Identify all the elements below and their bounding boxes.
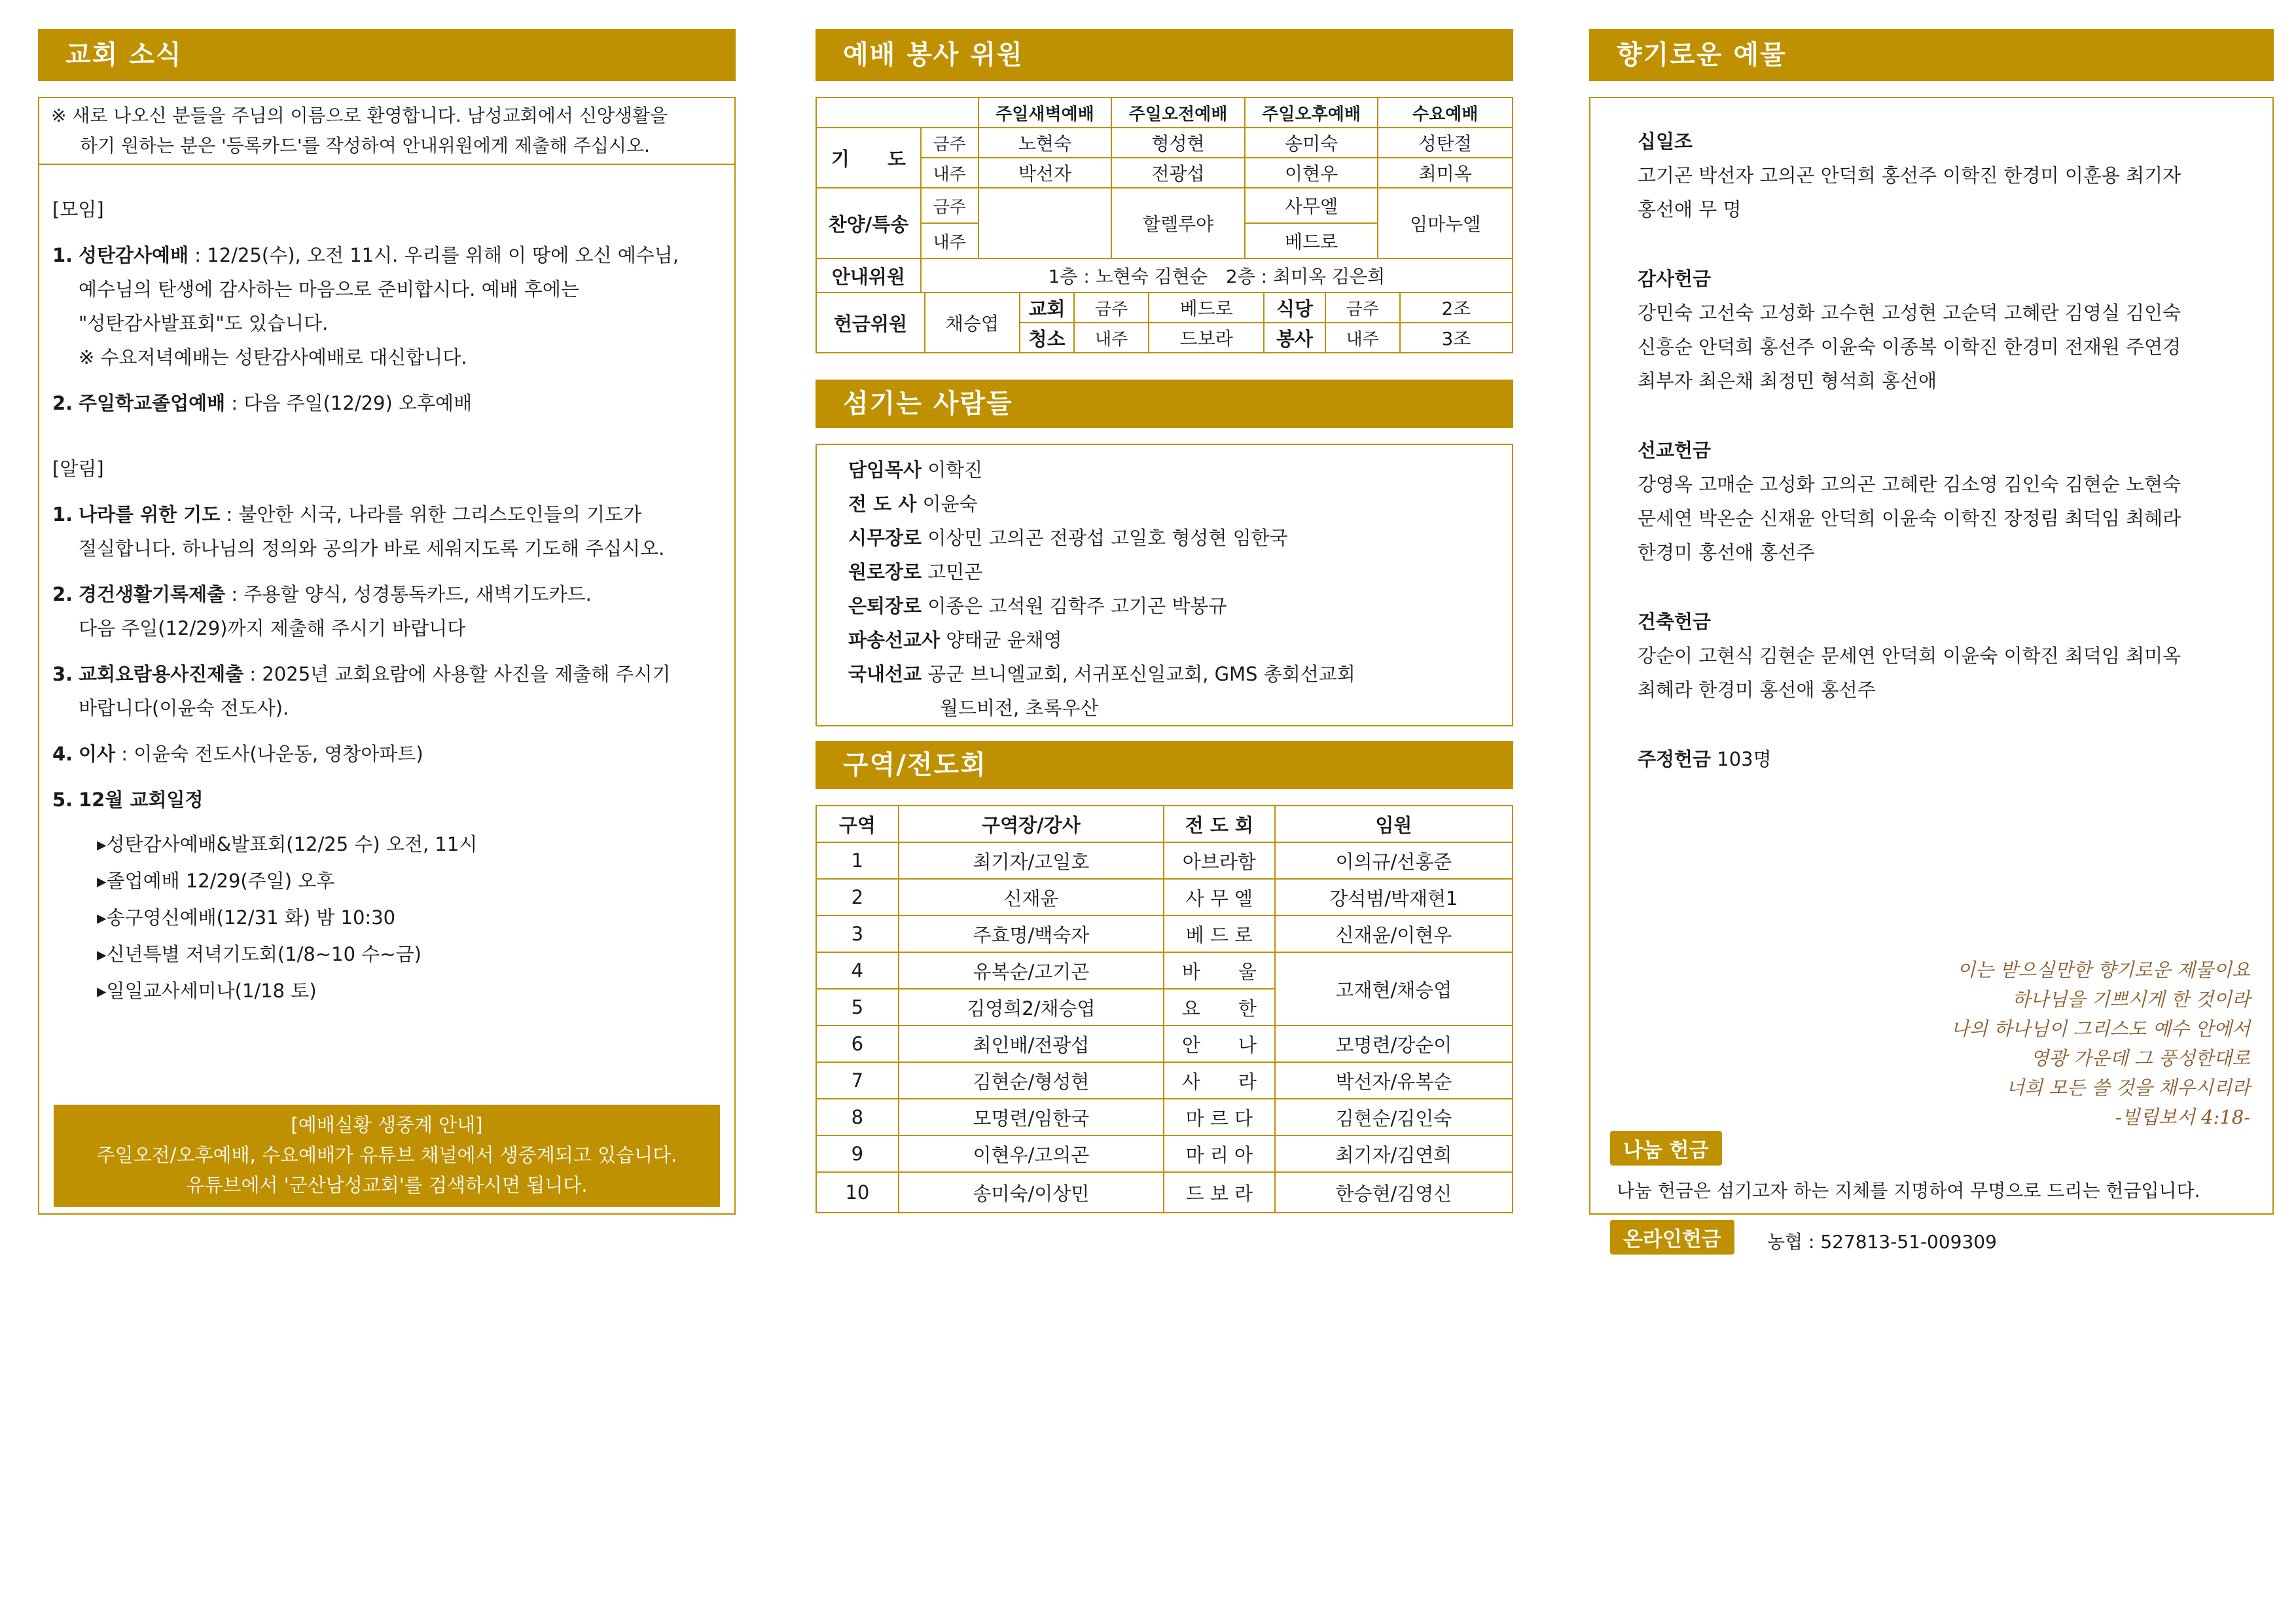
table-cell: 성탄절 <box>1378 128 1513 158</box>
table-cell: 신재윤 <box>899 879 1164 916</box>
item-text: 절실합니다. 하나님의 정의와 공의가 바로 세워지도록 기도해 주십시오. <box>79 537 665 560</box>
column-header: 전 도 회 <box>1164 806 1275 842</box>
offering-group-title: 선교헌금 <box>1638 439 1712 461</box>
next-week-label: 내주 <box>1325 323 1400 353</box>
servant-role: 국내선교 <box>848 663 922 685</box>
verse-line: 나의 하나님이 그리스도 예수 안에서 <box>1950 1018 2250 1040</box>
share-offering-label: 나눔 헌금 <box>1610 1131 1722 1166</box>
table-cell: 최미옥 <box>1378 158 1513 188</box>
item-note: ※ 수요저녁예배는 성탄감사예배로 대신합니다. <box>79 346 467 368</box>
table-row <box>816 916 1513 952</box>
announcement-heading: [알림] <box>52 457 104 480</box>
column-header: 구역장/강사 <box>899 806 1164 842</box>
table-cell: 고재현/채승엽 <box>1275 952 1513 1026</box>
worship-service-table <box>816 97 1513 293</box>
item-text: : 이윤숙 전도사(나운동, 영창아파트) <box>115 743 423 765</box>
prayer-label: 기 도 <box>816 128 921 188</box>
table-cell: 7 <box>816 1062 899 1099</box>
table-cell: 3조 <box>1400 323 1513 353</box>
table-cell: 베드로 <box>1149 293 1264 323</box>
table-cell: 2조 <box>1400 293 1513 323</box>
offering-group-tithe <box>1638 124 2246 226</box>
item-title: 주일학교졸업예배 <box>79 392 226 414</box>
table-cell: 이의규/선홍준 <box>1275 842 1513 879</box>
servant-extra: 월드비전, 초록우산 <box>940 697 1099 719</box>
item-number: 5. <box>52 789 73 811</box>
table-cell: 송미숙/이상민 <box>899 1172 1164 1213</box>
worship-service-table-wrap <box>816 97 1513 353</box>
servant-row <box>848 657 1512 691</box>
servant-names: 이윤숙 <box>922 493 978 515</box>
item-title: 12월 교회일정 <box>79 789 204 811</box>
announcement-section <box>52 452 721 1009</box>
announcement-item-4 <box>52 737 721 771</box>
church-news-section <box>38 29 736 1196</box>
offering-names: 강민숙 고선숙 고성화 고수현 고성현 고순덕 고혜란 김영실 김인숙 <box>1638 302 2181 324</box>
offering-names: 최부자 최은채 최정민 형석희 홍선애 <box>1638 370 1937 392</box>
servant-names: 양태균 윤채영 <box>946 629 1062 651</box>
table-cell: 최인배/전광섭 <box>899 1026 1164 1062</box>
servant-names: 이상민 고의곤 전광섭 고일호 형성현 임한국 <box>927 527 1288 549</box>
servant-row <box>848 555 1512 589</box>
table-cell: 최기자/김연희 <box>1275 1135 1513 1172</box>
online-offering-label: 온라인헌금 <box>1610 1220 1734 1255</box>
kitchen-label: 봉사 <box>1264 323 1325 353</box>
item-title: 교회요람용사진제출 <box>79 663 244 685</box>
table-cell: 사 무 엘 <box>1164 879 1275 916</box>
table-cell: 마 리 아 <box>1164 1135 1275 1172</box>
table-cell: 베드로 <box>1245 223 1378 259</box>
table-cell: 신재윤/이현우 <box>1275 916 1513 952</box>
table-cell: 김영희2/채승엽 <box>899 989 1164 1026</box>
servants-title: 섬기는 사람들 <box>816 380 1513 428</box>
servant-role: 전 도 사 <box>848 493 917 515</box>
servant-names: 이종은 고석원 김학주 고기곤 박봉규 <box>927 595 1227 617</box>
servant-role: 담임목사 <box>848 459 922 481</box>
table-cell: 4 <box>816 952 899 989</box>
verse-reference: -빌립보서 4:18- <box>2115 1106 2250 1128</box>
item-text: : 주용할 양식, 성경통독카드, 새벽기도카드. <box>225 583 592 605</box>
servant-role: 원로장로 <box>848 561 922 583</box>
table-cell: 박선자/유복순 <box>1275 1062 1513 1099</box>
table-cell: 송미숙 <box>1245 128 1378 158</box>
offering-names: 문세연 박온순 신재윤 안덕희 이윤숙 이학진 장정림 최덕임 최혜라 <box>1638 507 2181 529</box>
table-row <box>816 879 1513 916</box>
item-text: 바랍니다(이윤숙 전도사). <box>79 697 289 719</box>
table-cell: 사무엘 <box>1245 188 1378 223</box>
table-cell: 드보라 <box>1149 323 1264 353</box>
welcome-notice-line1: ※ 새로 나오신 분들을 주님의 이름으로 환영합니다. 남성교회에서 신앙생활을 <box>51 105 668 126</box>
weekly-offering-value: 103명 <box>1711 748 1772 770</box>
usher-names: 1층 : 노현숙 김현순 2층 : 최미옥 김은희 <box>921 259 1513 293</box>
verse-line: 영광 가운데 그 풍성한대로 <box>2030 1047 2250 1069</box>
item-text: 다음 주일(12/29)까지 제출해 주시기 바랍니다 <box>79 617 466 639</box>
table-cell: 유복순/고기곤 <box>899 952 1164 989</box>
table-cell: 이현우 <box>1245 158 1378 188</box>
next-week-label: 내주 <box>921 158 978 188</box>
item-title: 나라를 위한 기도 <box>79 503 221 526</box>
districts-title: 구역/전도회 <box>816 741 1513 789</box>
meeting-section <box>52 192 721 420</box>
offering-group-title: 십일조 <box>1638 130 1693 152</box>
table-cell: 사 라 <box>1164 1062 1275 1099</box>
announcement-item-5 <box>52 783 721 817</box>
offering-group-thanks <box>1638 262 2246 398</box>
meeting-heading: [모임] <box>52 198 104 221</box>
offering-names: 한경미 홍선애 홍선주 <box>1638 541 1815 563</box>
servant-names: 공군 브니엘교회, 서귀포신일교회, GMS 총회선교회 <box>927 663 1355 685</box>
item-text: : 다음 주일(12/29) 오후예배 <box>225 392 473 414</box>
table-row <box>816 952 1513 989</box>
table-cell: 할렐루야 <box>1111 188 1245 259</box>
church-news-box <box>38 97 736 1215</box>
verse-line: 하나님을 기쁘시게 한 것이라 <box>2012 988 2250 1010</box>
table-cell: 최기자/고일호 <box>899 842 1164 879</box>
schedule-item: ▸졸업예배 12/29(주일) 오후 <box>97 870 335 892</box>
december-schedule <box>52 826 721 1009</box>
item-title: 성탄감사예배 <box>79 244 189 266</box>
servants-box <box>816 444 1513 726</box>
item-text: "성탄감사발표회"도 있습니다. <box>79 312 329 334</box>
table-cell: 1 <box>816 842 899 879</box>
offering-names: 신흥순 안덕희 홍선주 이윤숙 이종복 이학진 한경미 전재원 주연경 <box>1638 336 2181 358</box>
table-cell: 5 <box>816 989 899 1026</box>
servant-row <box>848 453 1512 487</box>
column-header: 주일오전예배 <box>1111 98 1245 128</box>
schedule-item: ▸일일교사세미나(1/18 토) <box>97 980 317 1002</box>
offerings-box <box>1589 97 2274 1253</box>
table-cell: 김현순/김인숙 <box>1275 1099 1513 1135</box>
table-cell: 김현순/형성현 <box>899 1062 1164 1099</box>
table-cell: 노현숙 <box>978 128 1112 158</box>
table-row <box>816 1099 1513 1135</box>
servant-role: 은퇴장로 <box>848 595 922 617</box>
welcome-notice-line2: 하기 원하는 분은 '등록카드'를 작성하여 안내위원에게 제출해 주십시오. <box>80 135 650 156</box>
item-text: : 2025년 교회요람에 사용할 사진을 제출해 주시기 <box>243 663 671 685</box>
church-news-title: 교회 소식 <box>38 29 736 81</box>
item-number: 3. <box>52 663 73 685</box>
livestream-notice <box>54 1105 720 1207</box>
table-cell: 2 <box>816 879 899 916</box>
next-week-label: 내주 <box>1074 323 1149 353</box>
table-row <box>816 1062 1513 1099</box>
servant-role: 시무장로 <box>848 527 922 549</box>
table-cell: 이현우/고의곤 <box>899 1135 1164 1172</box>
weekly-offering <box>1638 742 2246 776</box>
table-cell: 형성현 <box>1111 128 1245 158</box>
table-cell: 베 드 로 <box>1164 916 1275 952</box>
table-cell: 박선자 <box>978 158 1112 188</box>
table-cell: 채승엽 <box>925 293 1020 353</box>
table-cell: 바 울 <box>1164 952 1275 989</box>
table-cell: 10 <box>816 1172 899 1213</box>
item-text: : 불안한 시국, 나라를 위한 그리스도인들의 기도가 <box>220 503 642 526</box>
this-week-label: 금주 <box>921 128 978 158</box>
choir-label: 찬양/특송 <box>816 188 921 259</box>
column-header: 수요예배 <box>1378 98 1513 128</box>
livestream-title: [예배실황 생중계 안내] <box>291 1114 483 1136</box>
table-cell: 드 보 라 <box>1164 1172 1275 1213</box>
item-text: : 12/25(수), 오전 11시. 우리를 위해 이 땅에 오신 예수님, <box>188 244 679 266</box>
offerings-section <box>1589 29 2274 1253</box>
table-cell: 9 <box>816 1135 899 1172</box>
table-cell: 3 <box>816 916 899 952</box>
offering-names: 강순이 고현식 김현순 문세연 안덕희 이윤숙 이학진 최덕임 최미옥 <box>1638 645 2181 667</box>
item-title: 이사 <box>79 743 116 765</box>
livestream-text: 주일오전/오후예배, 수요예배가 유튜브 채널에서 생중계되고 있습니다. <box>96 1144 677 1166</box>
table-cell: 주효명/백숙자 <box>899 916 1164 952</box>
table-cell: 전광섭 <box>1111 158 1245 188</box>
column-header: 구역 <box>816 806 899 842</box>
schedule-item: ▸신년특별 저녁기도회(1/8~10 수~금) <box>97 943 422 965</box>
offering-names: 홍선애 무 명 <box>1638 198 1742 221</box>
offering-group-mission <box>1638 433 2246 569</box>
offering-label: 헌금위원 <box>816 293 925 353</box>
item-title: 경건생활기록제출 <box>79 583 226 605</box>
worship-service-title: 예배 봉사 위원 <box>816 29 1513 81</box>
column-header: 주일새벽예배 <box>978 98 1112 128</box>
kitchen-label: 식당 <box>1264 293 1325 323</box>
item-number: 4. <box>52 743 73 765</box>
table-row <box>816 842 1513 879</box>
livestream-text: 유튜브에서 '군산남성교회'를 검색하시면 됩니다. <box>186 1174 588 1196</box>
table-cell: 안 나 <box>1164 1026 1275 1062</box>
announcement-item-2 <box>52 577 721 645</box>
table-cell: 요 한 <box>1164 989 1275 1026</box>
table-row <box>816 1172 1513 1213</box>
bank-account: 농협 : 527813-51-009309 <box>1767 1231 1997 1253</box>
cleaning-label: 청소 <box>1020 323 1074 353</box>
worship-service-table-bottom <box>816 292 1513 353</box>
servant-names: 고민곤 <box>927 561 983 583</box>
offering-group-building <box>1638 605 2246 707</box>
schedule-item: ▸송구영신예배(12/31 화) 밤 10:30 <box>97 906 396 929</box>
table-row <box>816 1135 1513 1172</box>
table-row <box>816 1026 1513 1062</box>
offering-group-title: 건축헌금 <box>1638 611 1712 633</box>
announcement-item-3 <box>52 657 721 725</box>
verse-line: 이는 받으실만한 향기로운 제물이요 <box>1957 959 2250 981</box>
servant-row <box>848 521 1512 555</box>
servant-names: 이학진 <box>927 459 983 481</box>
this-week-label: 금주 <box>1325 293 1400 323</box>
announcement-item-1 <box>52 497 721 565</box>
item-number: 2. <box>52 392 73 414</box>
verse-line: 너희 모든 쓸 것을 채우시리라 <box>2005 1077 2250 1099</box>
this-week-label: 금주 <box>1074 293 1149 323</box>
table-cell: 마 르 다 <box>1164 1099 1275 1135</box>
districts-table <box>816 805 1513 1213</box>
servant-row <box>848 487 1512 521</box>
offerings-title: 향기로운 예물 <box>1589 29 2274 81</box>
servant-role: 파송선교사 <box>848 629 941 651</box>
item-number: 2. <box>52 583 73 605</box>
welcome-notice <box>39 98 734 165</box>
table-cell: 아브라함 <box>1164 842 1275 879</box>
servant-row <box>848 623 1512 657</box>
bible-verse <box>1951 955 2250 1132</box>
cleaning-label: 교회 <box>1020 293 1074 323</box>
table-cell: 임마누엘 <box>1378 188 1513 259</box>
meeting-item-2 <box>52 386 721 420</box>
table-cell: 한승현/김영신 <box>1275 1172 1513 1213</box>
servant-row <box>848 589 1512 623</box>
districts-table-wrap <box>816 805 1513 1213</box>
weekly-offering-title: 주정헌금 <box>1638 748 1712 770</box>
item-text: 예수님의 탄생에 감사하는 마음으로 준비합시다. 예배 후에는 <box>79 278 579 300</box>
table-cell: 강석범/박재현1 <box>1275 879 1513 916</box>
this-week-label: 금주 <box>921 188 978 223</box>
table-cell: 모명련/강순이 <box>1275 1026 1513 1062</box>
table-cell: 모명련/임한국 <box>899 1099 1164 1135</box>
offering-group-title: 감사헌금 <box>1638 268 1712 290</box>
table-cell: 6 <box>816 1026 899 1062</box>
usher-label: 안내위원 <box>816 259 921 293</box>
item-number: 1. <box>52 503 73 526</box>
column-header: 주일오후예배 <box>1245 98 1378 128</box>
worship-column <box>816 29 1513 1205</box>
offering-names: 최혜라 한경미 홍선애 홍선주 <box>1638 679 1876 701</box>
offering-names: 고기곤 박선자 고의곤 안덕희 홍선주 이학진 한경미 이훈용 최기자 <box>1638 164 2181 187</box>
table-cell: 8 <box>816 1099 899 1135</box>
offering-names: 강영옥 고매순 고성화 고의곤 고혜란 김소영 김인숙 김현순 노현숙 <box>1638 473 2181 495</box>
schedule-item: ▸성탄감사예배&발표회(12/25 수) 오전, 11시 <box>97 833 478 855</box>
share-offering-text: 나눔 헌금은 섬기고자 하는 지체를 지명하여 무명으로 드리는 헌금입니다. <box>1617 1180 2200 1202</box>
next-week-label: 내주 <box>921 223 978 259</box>
column-header: 임원 <box>1275 806 1513 842</box>
meeting-item-1 <box>52 238 721 374</box>
item-number: 1. <box>52 244 73 266</box>
